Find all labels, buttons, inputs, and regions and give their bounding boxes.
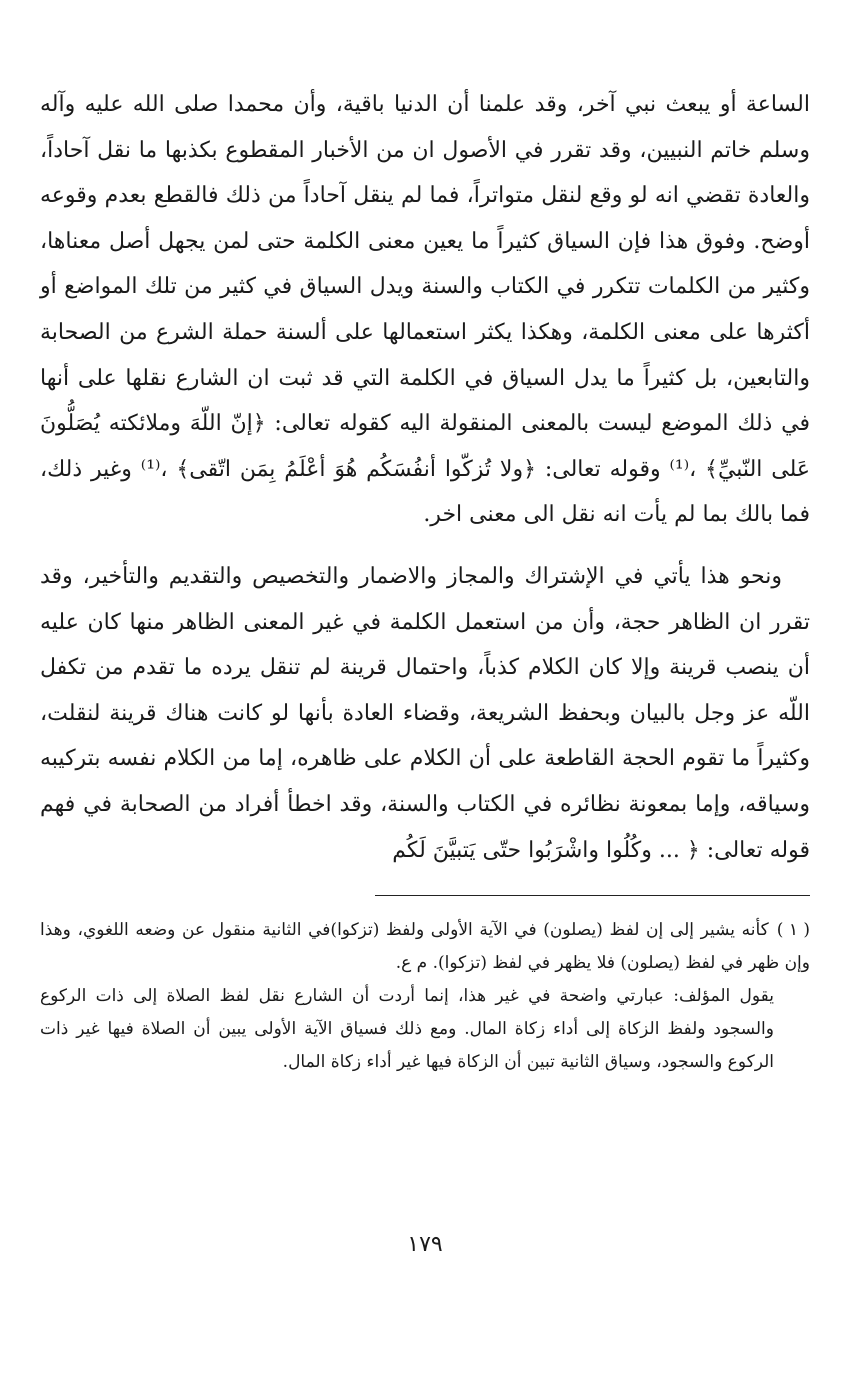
footnote-1 (40, 914, 810, 980)
footnote-divider (375, 895, 810, 896)
footnote-1-author-note: يقول المؤلف: عبارتي واضحة في غير هذا، إنما أردت أن الشارع نقل لفظ الصلاة إلى ذات الركوع والسجود ولفظ الزكاة إلى أداء زكاة المال. ومع ذلك فسياق الآية الأولى يبين أن الصلاة فيها غير ذات الركوع والسجود، وسياق الثانية تبين أن الزكاة فيها غير أداء زكاة المال. (40, 986, 774, 1073)
main-text (40, 82, 810, 873)
paragraph-2: ونحو هذا يأتي في الإشتراك والمجاز والاضمار والتخصيص والتقديم والتأخير، وقد تقرر ان الظاهر حجة، وأن من استعمل الكلمة في غير المعنى الظاهر منها كان عليه أن ينصب قرينة وإلا كان الكلام كذباً، واحتمال قرينة لم تنقل يرده ما تقدم من تكفل اللّه عز وجل بالبيان وبحفظ الشريعة، وقضاء العادة بأنها لو كانت هناك قرينة لنقلت، وكثيراً ما تقوم الحجة القاطعة على أن الكلام على ظاهره، إما من الكلام نفسه بتركيبه وسياقه، وإما بمعونة نظائره في الكتاب والسنة، وقد اخطأ أفراد من الصحابة في فهم قوله تعالى: ﴿ ... وكُلُوا واشْرَبُوا حتّى يَتبيَّنَ لَكُم (40, 563, 810, 863)
paragraph-1: الساعة أو يبعث نبي آخر، وقد علمنا أن الدنيا باقية، وأن محمدا صلى الله عليه وآله وسلم خاتم النبيين، وقد تقرر في الأصول ان من الأخبار المقطوع بكذبها ما نقل آحاداً، والعادة تقضي انه لو وقع لنقل متواتراً، فما لم ينقل آحاداً من ذلك فالقطع بعدم وقوعه أوضح. وفوق هذا فإن السياق كثيراً ما يعين معنى الكلمة حتى لمن يجهل أصل معناها، وكثير من الكلمات تتكرر في الكتاب والسنة ويدل السياق في كثير من تلك المواضع أو أكثرها على معنى الكلمة، وهكذا يكثر استعمالها على ألسنة حملة الشرع من الصحابة والتابعين، بل كثيراً ما يدل السياق في الكلمة التي قد ثبت ان الشارع نقلها على أنها في ذلك الموضع ليست بالمعنى المنقولة اليه كقوله تعالى: ﴿إنّ اللّهَ وملائكته يُصَلُّونَ عَلى النّبيِّ﴾ ،⁽¹⁾ وقوله تعالى: ﴿ولا تُزكّوا أنفُسَكُم هُوَ أعْلَمُ بِمَن اتّقى﴾ ،⁽¹⁾ وغير ذلك، فما بالك بما لم يأت انه نقل الى معنى اخر. (40, 92, 810, 528)
page-number: ١٧٩ (407, 1232, 443, 1257)
footnote-1-text: كأنه يشير إلى إن لفظ (يصلون) في الآية الأولى ولفظ (تزكوا)في الثانية منقول عن وضعه اللغوي، وهذا وإن ظهر في لفظ (يصلون) فلا يظهر في لفظ (تزكوا). م ع. (40, 920, 810, 974)
footnote-marker: ( ١ ) (776, 920, 810, 941)
footnotes (40, 914, 810, 1079)
page-content (40, 82, 810, 1079)
